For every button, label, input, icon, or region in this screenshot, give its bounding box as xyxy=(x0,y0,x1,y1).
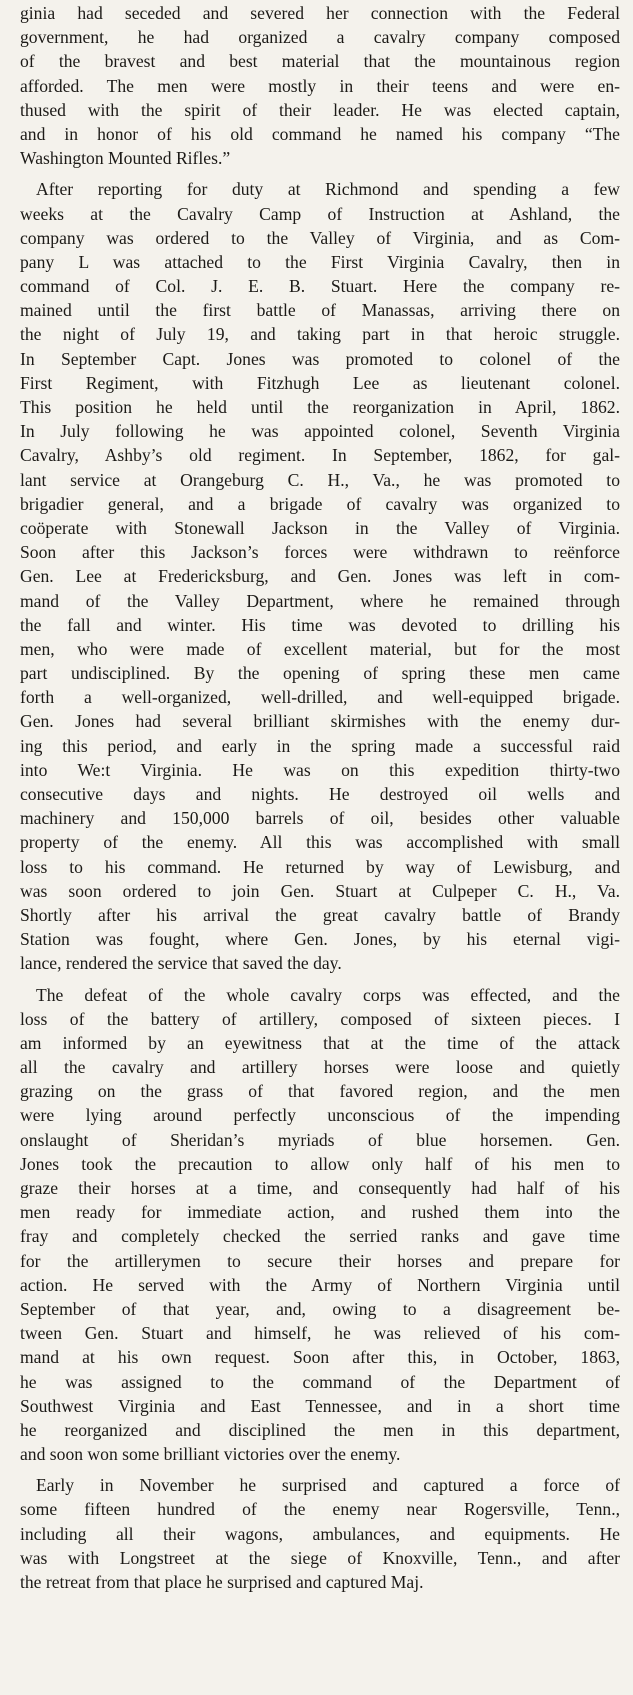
text-line: was soon ordered to join Gen. Stuart at Culpeper C. H., Va. xyxy=(20,880,620,901)
text-line: action. He served with the Army of Northern Virginia until xyxy=(20,1274,620,1295)
text-line: First Regiment, with Fitzhugh Lee as lieutenant colonel. xyxy=(20,372,620,393)
text-line: Soon after this Jackson’s forces were withdrawn to reënforce xyxy=(20,542,620,563)
text-line: for the artillerymen to secure their horses and prepare for xyxy=(20,1250,620,1271)
text-line: lance, rendered the service that saved the day. xyxy=(20,953,342,974)
paragraph xyxy=(20,1473,620,1594)
text-line: ing this period, and early in the spring made a successful raid xyxy=(20,735,620,756)
text-line: he reorganized and disciplined the men in this department, xyxy=(20,1419,620,1440)
text-line: The defeat of the whole cavalry corps was effected, and the xyxy=(36,984,620,1005)
text-line: am informed by an eyewitness that at the time of the attack xyxy=(20,1032,620,1053)
text-line: thused with the spirit of their leader. He was elected captain, xyxy=(20,99,620,120)
text-line: part undisciplined. By the opening of spring these men came xyxy=(20,663,620,684)
text-line: including all their wagons, ambulances, and equipments. He xyxy=(20,1523,620,1544)
text-line: were lying around perfectly unconscious of the impending xyxy=(20,1105,620,1126)
text-line: was with Longstreet at the siege of Knoxville, Tenn., and after xyxy=(20,1547,620,1568)
text-line: loss of the battery of artillery, composed of sixteen pieces. I xyxy=(20,1008,620,1029)
text-line: ginia had seceded and severed her connection with the Federal xyxy=(20,3,620,23)
text-line: brigadier general, and a brigade of cavalry was organized to xyxy=(20,493,620,514)
text-line: the fall and winter. His time was devoted to drilling his xyxy=(20,614,620,635)
text-line: the night of July 19, and taking part in that heroic struggle. xyxy=(20,324,620,345)
text-line: men, who were made of excellent material, but for the most xyxy=(20,638,620,659)
text-line: Jones took the precaution to allow only half of his men to xyxy=(20,1153,620,1174)
text-line: mand of the Valley Department, where he remained through xyxy=(20,590,620,611)
text-line: grazing on the grass of that favored region, and the men xyxy=(20,1081,620,1102)
paragraph xyxy=(20,983,620,1467)
text-line: into We:t Virginia. He was on this expedition thirty-two xyxy=(20,759,620,780)
text-line: company was ordered to the Valley of Virginia, and as Com- xyxy=(20,227,620,248)
text-line: loss to his command. He returned by way of Lewisburg, and xyxy=(20,856,620,877)
text-line: onslaught of Sheridan’s myriads of blue horsemen. Gen. xyxy=(20,1129,620,1150)
text-line: property of the enemy. All this was accomplished with small xyxy=(20,832,620,853)
text-line: and in honor of his old command he named his company “The xyxy=(20,123,620,144)
text-line: the retreat from that place he surprised and captured Maj. xyxy=(20,1572,424,1592)
text-line: Washington Mounted Rifles.” xyxy=(20,148,231,169)
text-line: command of Col. J. E. B. Stuart. Here the company re- xyxy=(20,276,620,297)
text-line: government, he had organized a cavalry company composed xyxy=(20,27,620,48)
text-line: consecutive days and nights. He destroyed oil wells and xyxy=(20,784,620,804)
text-line: Gen. Jones had several brilliant skirmishes with the enemy dur- xyxy=(20,711,620,732)
text-line: Gen. Lee at Fredericksburg, and Gen. Jones was left in com- xyxy=(20,566,620,587)
text-line: of the bravest and best material that the mountainous region xyxy=(20,51,620,72)
paragraph xyxy=(20,1,620,170)
text-line: Southwest Virginia and East Tennessee, and in a short time xyxy=(20,1395,620,1416)
text-line: machinery and 150,000 barrels of oil, besides other valuable xyxy=(20,808,620,829)
text-line: graze their horses at a time, and consequently had half of his xyxy=(20,1178,620,1198)
text-line: pany L was attached to the First Virginia Cavalry, then in xyxy=(20,251,620,272)
text-line: Station was fought, where Gen. Jones, by his eternal vigi- xyxy=(20,929,620,950)
text-line: mained until the first battle of Manassas, arriving there on xyxy=(20,300,620,321)
text-line: September of that year, and, owing to a disagreement be- xyxy=(20,1298,620,1319)
text-line: In July following he was appointed colonel, Seventh Virginia xyxy=(20,421,620,442)
paragraph xyxy=(20,177,620,975)
text-line: forth a well-organized, well-drilled, and well-equipped brigade. xyxy=(20,687,620,708)
text-line: some fifteen hundred of the enemy near Rogersville, Tenn., xyxy=(20,1499,620,1520)
text-line: and soon won some brilliant victories over the enemy. xyxy=(20,1444,401,1465)
text-line: all the cavalry and artillery horses were loose and quietly xyxy=(20,1057,620,1078)
text-line: tween Gen. Stuart and himself, he was relieved of his com- xyxy=(20,1323,620,1344)
text-line: This position he held until the reorganization in April, 1862. xyxy=(20,397,620,417)
text-line: coöperate with Stonewall Jackson in the Valley of Virginia. xyxy=(20,517,620,538)
text-line: men ready for immediate action, and rushed them into the xyxy=(20,1202,620,1223)
text-line: Early in November he surprised and captured a force of xyxy=(36,1475,620,1496)
text-line: he was assigned to the command of the Department of xyxy=(20,1371,620,1392)
text-line: Shortly after his arrival the great cavalry battle of Brandy xyxy=(20,904,620,925)
text-line: After reporting for duty at Richmond and spending a few xyxy=(36,179,620,200)
text-line: Cavalry, Ashby’s old regiment. In September, 1862, for gal- xyxy=(20,445,620,466)
text-line: afforded. The men were mostly in their teens and were en- xyxy=(20,75,620,96)
text-line: fray and completely checked the serried ranks and gave time xyxy=(20,1226,620,1247)
text-line: weeks at the Cavalry Camp of Instruction at Ashland, the xyxy=(20,203,620,224)
text-line: mand at his own request. Soon after this, in October, 1863, xyxy=(20,1347,620,1368)
text-line: In September Capt. Jones was promoted to colonel of the xyxy=(20,348,620,369)
text-line: lant service at Orangeburg C. H., Va., he was promoted to xyxy=(20,469,620,490)
